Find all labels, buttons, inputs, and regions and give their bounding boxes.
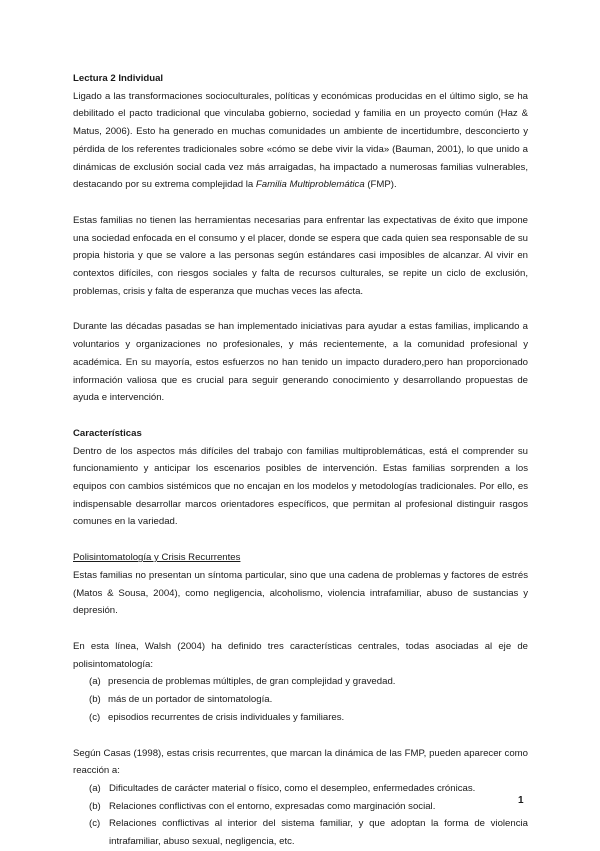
list-casas-reactions xyxy=(73,780,528,851)
list-marker: (a) xyxy=(89,782,101,794)
paragraph-decades: Durante las décadas pasadas se han implementado iniciativas para ayudar a estas familias, implicando a voluntarios y organizaciones no profesionales, y más recientemente, a la comunidad profesional y académica. En su mayoría, estos esfuerzos no han tenido un impacto duradero,pero han proporcionado información valiosa que es crucial para seguir generando conocimiento y desarrollando propuestas de ayuda e intervención. xyxy=(73,321,528,404)
list-item-text: Relaciones conflictivas al interior del sistema familiar, y que adoptan la forma de violencia intrafamiliar, abuso sexual, negligencia, etc. xyxy=(109,818,528,848)
list-marker: (b) xyxy=(89,694,101,706)
paragraph-intro-tail: (FMP). xyxy=(364,179,397,191)
list-item-text: presencia de problemas múltiples, de gran complejidad y gravedad. xyxy=(108,676,396,688)
list-item xyxy=(89,780,528,798)
list-item-text: episodios recurrentes de crisis individuales y familiares. xyxy=(108,711,345,723)
list-marker: (a) xyxy=(89,676,101,688)
list-marker: (b) xyxy=(89,800,101,812)
list-marker: (c) xyxy=(89,711,101,723)
document-title: Lectura 2 Individual xyxy=(73,73,164,84)
list-marker: (c) xyxy=(89,818,101,830)
paragraph-intro-emphasis: Familia Multiproblemática xyxy=(255,179,365,191)
section-heading-caracteristicas: Características xyxy=(73,427,142,439)
list-item xyxy=(89,815,528,850)
list-item xyxy=(73,709,528,727)
list-item xyxy=(89,798,528,816)
document-body xyxy=(73,70,528,851)
paragraph-families: Estas familias no tienen las herramientas necesarias para enfrentar las expectativas de éxito que impone una sociedad enfocada en el consumo y el placer, donde se espera que cada quien sea responsable de su propia historia y que se valore a las personas según estándares casi imposibles de alcanzar. Al vivir en contextos difíciles, con riesgos sociales y falta de recursos culturales, se repite un ciclo de exclusión, problemas, crisis y falta de esperanza que muchas veces las afecta. xyxy=(73,214,528,297)
paragraph-intro-text: Ligado a las transformaciones socioculturales, políticas y económicas producidas en el último siglo, se ha debilitado el pacto tradicional que vinculaba gobierno, sociedad y familia en un proyecto común (Haz & Matus, 2006). Esto ha generado en muchas comunidades un ambiente de incertidumbre, desconcierto y pérdida de los referentes tradicionales sobre «cómo se debe vivir la vida» (Bauman, 2001), lo que unido a dinámicas de exclusión social cada vez más arraigadas, ha impactado a numerosas familias vulnerables, destacando por su extrema complejidad la xyxy=(73,90,528,191)
paragraph-symptoms: Estas familias no presentan un síntoma particular, sino que una cadena de problemas y factores de estrés (Matos & Sousa, 2004), como negligencia, alcoholismo, violencia intrafamiliar, abuso de sustancias y depresión. xyxy=(73,569,528,617)
list-item-text: Relaciones conflictivas con el entorno, expresadas como marginación social. xyxy=(109,800,436,812)
paragraph-intro xyxy=(73,88,528,194)
paragraph-aspects: Dentro de los aspectos más difíciles del trabajo con familias multiproblemáticas, está el comprender su funcionamiento y anticipar los escenarios posibles de intervención. Estas familias sorprenden a los equipos con cambios sistémicos que no encajan en los modelos y metodologías tradicionales. Por ello, es indispensable desarrollar marcos orientadores específicos, que permitan al profesional distinguir rasgos comunes en la variedad. xyxy=(73,445,528,528)
subsection-heading-polisintomatologia: Polisintomatología y Crisis Recurrentes xyxy=(73,552,241,564)
list-walsh-characteristics xyxy=(73,673,528,726)
list-item xyxy=(73,691,528,709)
paragraph-casas: Según Casas (1998), estas crisis recurrentes, que marcan la dinámica de las FMP, pueden aparecer como reacción a: xyxy=(73,747,528,777)
list-item xyxy=(73,673,528,691)
list-item-text: más de un portador de sintomatología. xyxy=(108,694,273,706)
page-number: 1 xyxy=(518,795,524,806)
paragraph-walsh: En esta línea, Walsh (2004) ha definido tres características centrales, todas asociadas al eje de polisintomatología: xyxy=(73,640,528,670)
list-item-text: Dificultades de carácter material o físico, como el desempleo, enfermedades crónicas. xyxy=(109,782,476,794)
